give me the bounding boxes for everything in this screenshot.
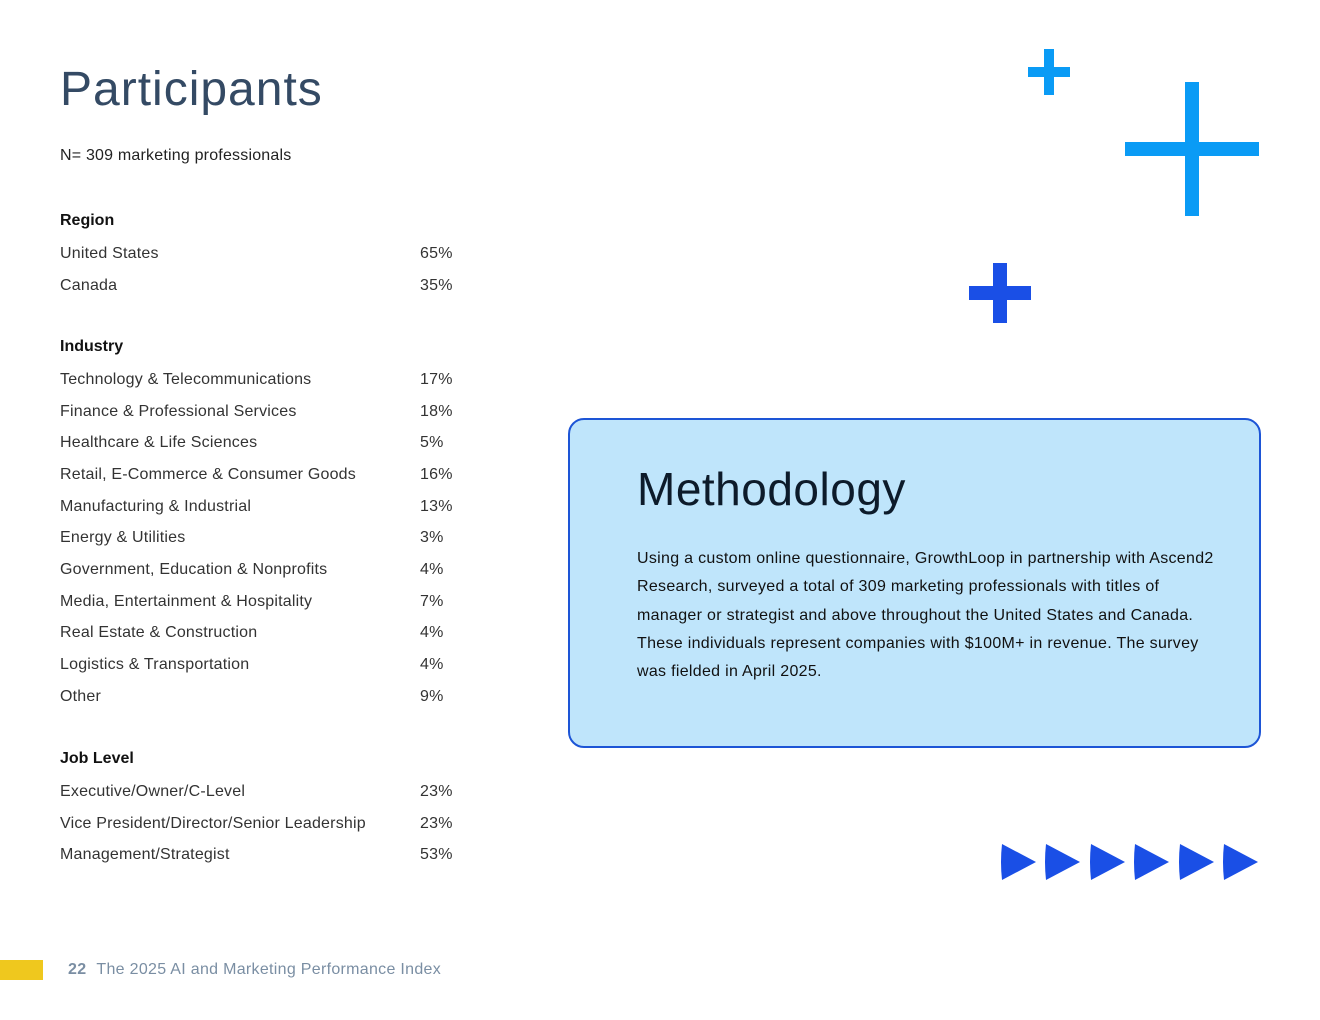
row-label: Finance & Professional Services [60, 402, 297, 420]
row-percent: 4% [420, 624, 444, 642]
row-label: Other [60, 687, 102, 705]
table-row [60, 396, 480, 428]
table-row [60, 459, 480, 491]
region-heading: Region [60, 212, 115, 229]
table-row [60, 522, 480, 554]
table-row [60, 839, 480, 871]
page-number: 22 [68, 961, 87, 978]
row-percent: 3% [420, 529, 444, 547]
row-label: Vice President/Director/Senior Leadership [60, 814, 366, 832]
row-label: Logistics & Transportation [60, 656, 250, 674]
row-percent: 23% [420, 782, 453, 800]
footer-accent-bar [0, 960, 43, 980]
row-label: United States [60, 244, 159, 262]
row-label: Manufacturing & Industrial [60, 497, 252, 515]
row-percent: 23% [420, 814, 453, 832]
table-row [60, 776, 480, 808]
methodology-text: Using a custom online questionnaire, GrowthLoop in partnership with Ascend2 Research, surveyed a total of 309 marketing professionals with titles of manager or strategist and above throughout the United States and Canada. These individuals represent companies with $100M+ in revenue. The survey was fielded in April 2025. [637, 550, 1214, 681]
row-label: Management/Strategist [60, 846, 230, 864]
table-row [60, 649, 480, 681]
table-row [60, 554, 480, 586]
sample-size-text: N= 309 marketing professionals [60, 147, 292, 164]
row-percent: 9% [420, 687, 444, 705]
row-label: Media, Entertainment & Hospitality [60, 592, 313, 610]
row-label: Government, Education & Nonprofits [60, 560, 328, 578]
play-arrow-icon [998, 840, 1262, 884]
row-percent: 35% [420, 276, 453, 294]
row-percent: 65% [420, 244, 453, 262]
row-percent: 53% [420, 846, 453, 864]
plus-icon [1125, 82, 1259, 216]
plus-icon [969, 263, 1031, 323]
methodology-title: Methodology [637, 463, 906, 515]
row-percent: 7% [420, 592, 444, 610]
job-level-section [60, 748, 480, 871]
row-percent: 17% [420, 370, 453, 388]
table-row [60, 808, 480, 840]
row-label: Retail, E-Commerce & Consumer Goods [60, 465, 356, 483]
row-label: Canada [60, 276, 118, 294]
table-row [60, 238, 480, 270]
plus-icon [1028, 49, 1070, 95]
row-percent: 5% [420, 434, 444, 452]
row-percent: 4% [420, 560, 444, 578]
table-row [60, 681, 480, 713]
table-row [60, 586, 480, 618]
document-title: The 2025 AI and Marketing Performance Index [96, 961, 442, 978]
row-label: Technology & Telecommunications [60, 370, 312, 388]
table-row [60, 364, 480, 396]
row-percent: 18% [420, 402, 453, 420]
page-title: Participants [60, 63, 323, 116]
industry-heading: Industry [60, 338, 124, 355]
row-label: Executive/Owner/C-Level [60, 782, 246, 800]
table-row [60, 491, 480, 523]
row-percent: 13% [420, 497, 453, 515]
job-level-heading: Job Level [60, 750, 134, 767]
row-label: Healthcare & Life Sciences [60, 434, 258, 452]
footer [68, 960, 441, 980]
methodology-card [568, 418, 1261, 748]
region-section [60, 210, 480, 301]
row-label: Energy & Utilities [60, 529, 186, 547]
industry-section [60, 336, 480, 713]
table-row [60, 427, 480, 459]
table-row [60, 270, 480, 302]
row-percent: 4% [420, 656, 444, 674]
row-label: Real Estate & Construction [60, 624, 258, 642]
row-percent: 16% [420, 465, 453, 483]
table-row [60, 618, 480, 650]
